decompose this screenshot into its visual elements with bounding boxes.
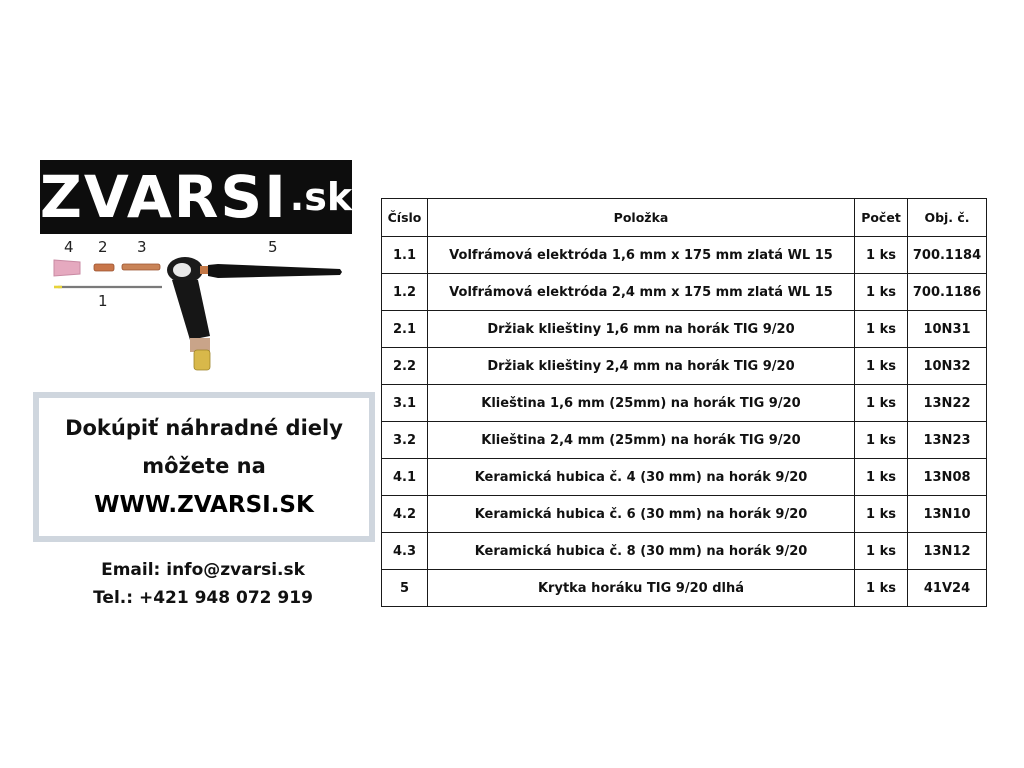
- promo-line-1: Dokúpiť náhradné diely: [65, 416, 343, 440]
- table-row: [382, 311, 987, 348]
- cell-qty: 1 ks: [855, 237, 908, 274]
- collet-body-icon: [94, 264, 114, 271]
- cell-item: Držiak klieštiny 2,4 mm na horák TIG 9/20: [428, 348, 855, 385]
- cell-qty: 1 ks: [855, 311, 908, 348]
- cell-qty: 1 ks: [855, 348, 908, 385]
- part-label-5: 5: [268, 238, 278, 256]
- cell-item: Volfrámová elektróda 1,6 mm x 175 mm zlatá WL 15: [428, 237, 855, 274]
- cell-number: 3.1: [382, 385, 428, 422]
- header-pocet: Počet: [855, 199, 908, 237]
- table-row: [382, 348, 987, 385]
- cell-qty: 1 ks: [855, 533, 908, 570]
- cell-item: Keramická hubica č. 6 (30 mm) na horák 9/20: [428, 496, 855, 533]
- cell-order-no: 13N23: [908, 422, 987, 459]
- cell-item: Keramická hubica č. 4 (30 mm) na horák 9/20: [428, 459, 855, 496]
- brand-logo: [40, 160, 352, 234]
- ceramic-nozzle-icon: [54, 260, 80, 276]
- header-obj-c: Obj. č.: [908, 199, 987, 237]
- cell-qty: 1 ks: [855, 274, 908, 311]
- logo-main-text: ZVARSI: [39, 163, 288, 231]
- back-cap-icon: [208, 264, 342, 278]
- cell-order-no: 13N22: [908, 385, 987, 422]
- table-header-row: [382, 199, 987, 237]
- cell-order-no: 13N10: [908, 496, 987, 533]
- cell-item: Krytka horáku TIG 9/20 dlhá: [428, 570, 855, 607]
- part-label-2: 2: [98, 238, 108, 256]
- cell-item: Keramická hubica č. 8 (30 mm) na horák 9/20: [428, 533, 855, 570]
- cell-item: Klieština 2,4 mm (25mm) na horák TIG 9/20: [428, 422, 855, 459]
- cell-number: 1.1: [382, 237, 428, 274]
- cell-number: 2.1: [382, 311, 428, 348]
- table-row: [382, 496, 987, 533]
- cell-qty: 1 ks: [855, 459, 908, 496]
- cell-qty: 1 ks: [855, 422, 908, 459]
- cell-qty: 1 ks: [855, 385, 908, 422]
- cell-number: 1.2: [382, 274, 428, 311]
- cell-qty: 1 ks: [855, 496, 908, 533]
- parts-illustration: [40, 236, 360, 386]
- cell-order-no: 700.1184: [908, 237, 987, 274]
- part-label-3: 3: [137, 238, 147, 256]
- cell-order-no: 13N12: [908, 533, 987, 570]
- promo-box: [33, 392, 375, 542]
- collet-icon: [122, 264, 160, 270]
- table-row: [382, 570, 987, 607]
- logo-suffix-text: .sk: [289, 175, 353, 219]
- cell-number: 4.1: [382, 459, 428, 496]
- cell-item: Volfrámová elektróda 2,4 mm x 175 mm zlatá WL 15: [428, 274, 855, 311]
- contact-email[interactable]: Email: info@zvarsi.sk: [101, 560, 305, 580]
- part-label-1: 1: [98, 292, 108, 310]
- table-row: [382, 422, 987, 459]
- cell-number: 5: [382, 570, 428, 607]
- torch-parts-svg: [40, 236, 360, 386]
- table-row: [382, 533, 987, 570]
- torch-handle-icon: [172, 280, 210, 370]
- header-polozka: Položka: [428, 199, 855, 237]
- website-link[interactable]: WWW.ZVARSI.SK: [94, 492, 314, 518]
- cell-order-no: 41V24: [908, 570, 987, 607]
- table-row: [382, 237, 987, 274]
- table-row: [382, 459, 987, 496]
- part-label-4: 4: [64, 238, 74, 256]
- cell-item: Držiak klieštiny 1,6 mm na horák TIG 9/20: [428, 311, 855, 348]
- header-cislo: Číslo: [382, 199, 428, 237]
- torch-head-icon: [167, 257, 208, 283]
- cell-order-no: 13N08: [908, 459, 987, 496]
- table-row: [382, 385, 987, 422]
- cell-number: 2.2: [382, 348, 428, 385]
- cell-order-no: 10N32: [908, 348, 987, 385]
- table-row: [382, 274, 987, 311]
- cell-number: 3.2: [382, 422, 428, 459]
- contact-phone[interactable]: Tel.: +421 948 072 919: [93, 588, 313, 608]
- cell-order-no: 10N31: [908, 311, 987, 348]
- cell-item: Klieština 1,6 mm (25mm) na horák TIG 9/20: [428, 385, 855, 422]
- cell-number: 4.3: [382, 533, 428, 570]
- parts-table: [381, 198, 987, 607]
- cell-number: 4.2: [382, 496, 428, 533]
- promo-line-2: môžete na: [142, 454, 266, 478]
- cell-order-no: 700.1186: [908, 274, 987, 311]
- cell-qty: 1 ks: [855, 570, 908, 607]
